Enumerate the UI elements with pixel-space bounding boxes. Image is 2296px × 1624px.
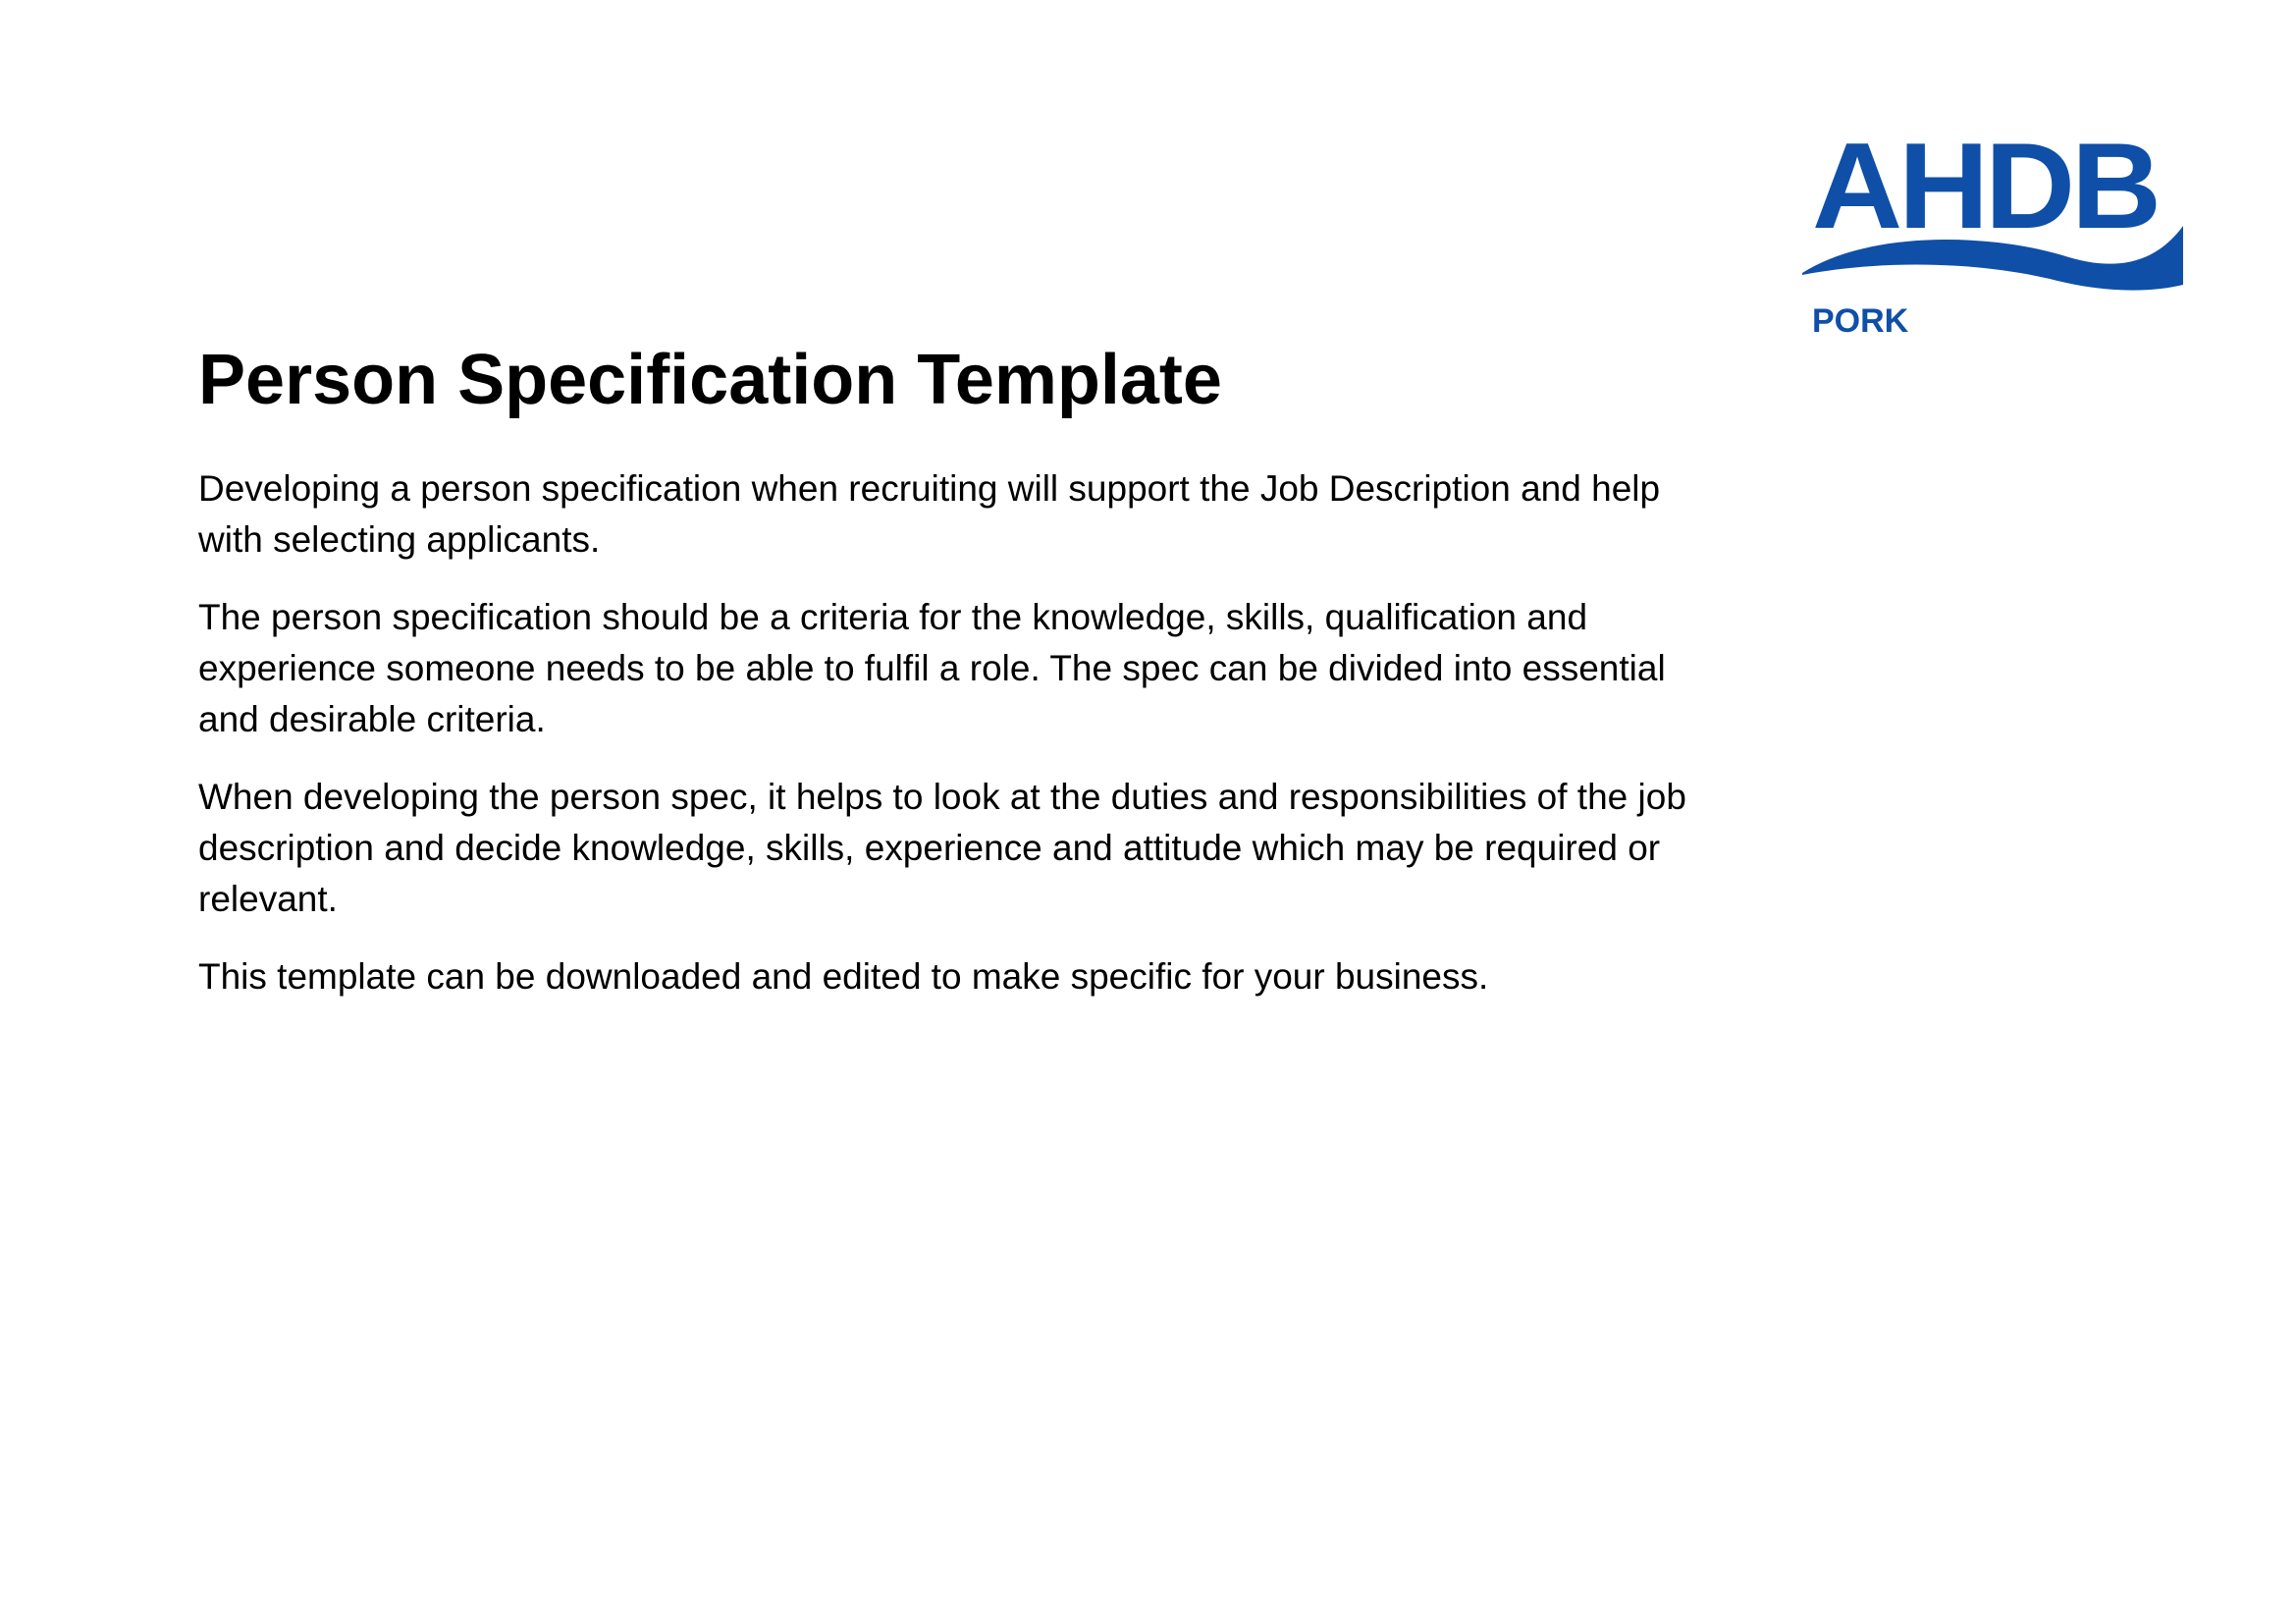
- ahdb-logo-graphic: [1802, 126, 2183, 342]
- intro-paragraph: Developing a person specification when recruiting will support the Job Description and help with selecting applicants.: [198, 468, 1661, 560]
- guidance-paragraph: When developing the person spec, it helps to look at the duties and responsibilities of the job description and decide knowledge, skills, experience and attitude which may be required or relevant.: [198, 777, 1686, 919]
- template-note-paragraph: This template can be downloaded and edited to make specific for your business.: [198, 956, 1489, 997]
- ahdb-pork-logo: [1802, 126, 2183, 342]
- criteria-paragraph: The person specification should be a criteria for the knowledge, skills, qualification and experience someone needs to be able to fulfil a role. The spec can be divided into essential and desirable criteria.: [198, 597, 1666, 739]
- logo-wordmark: AHDB: [1812, 126, 2158, 254]
- document-body: [198, 340, 1730, 1002]
- page-title: Person Specification Template: [198, 341, 1222, 419]
- logo-sector-label: PORK: [1812, 302, 1909, 340]
